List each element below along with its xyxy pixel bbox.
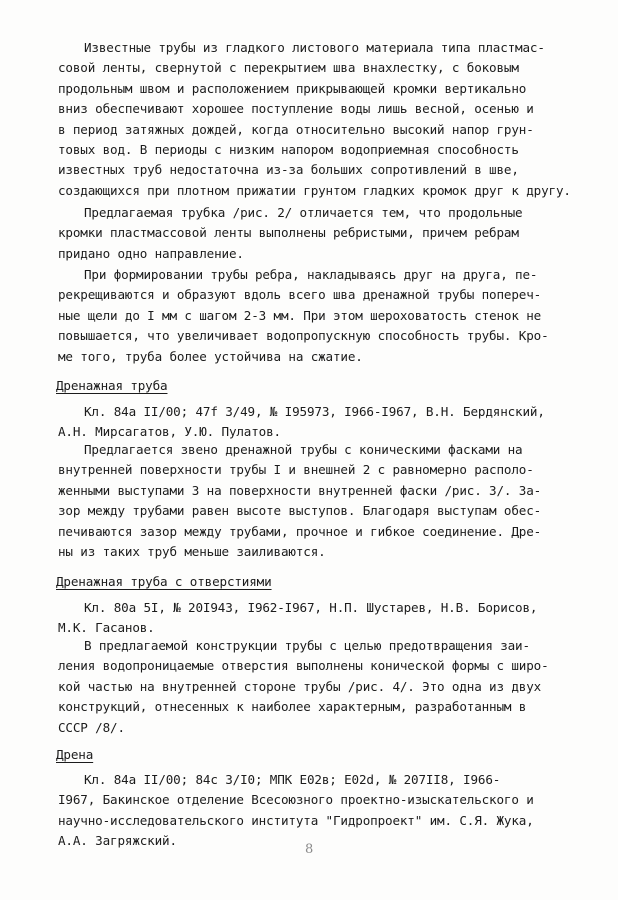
text-line: Предлагаемая трубка /рис. 2/ отличается тем, что продольные	[84, 205, 523, 220]
text-line: М.К. Гасанов.	[58, 620, 155, 636]
section-citation	[58, 598, 588, 639]
text-line: При формировании трубы ребра, накладываясь друг на друга, пе-	[84, 267, 538, 282]
page-number: 8	[304, 842, 314, 857]
section-body	[58, 636, 588, 738]
paragraph-intro	[58, 38, 588, 201]
text-line: вниз обеспечивают хорошее поступление воды лишь весной, осенью и	[58, 101, 534, 117]
text-line: известных труб недостаточна из-за больших сопротивлений в шве,	[58, 162, 519, 178]
text-line: Кл. 84а II/00; 47f 3/49, № I95973, I966-I967, В.Н. Бердянский,	[84, 404, 545, 419]
text-line: повышается, что увеличивает водопропускную способность трубы. Кро-	[58, 328, 549, 344]
text-line: В предлагаемой конструкции трубы с целью предотвращения заи-	[84, 638, 530, 653]
section-citation	[58, 770, 588, 852]
text-line: ме того, труба более устойчива на сжатие.	[58, 348, 363, 364]
text-line: печиваются зазор между трубами, прочное и гибкое соединение. Дре-	[58, 523, 542, 539]
section-heading: Дренажная труба с отверстиями	[56, 574, 272, 589]
text-line: Известные трубы из гладкого листового материала типа пластмас-	[84, 40, 545, 55]
text-line: ления водопроницаемые отверстия выполнены конической формы с широ-	[58, 658, 549, 674]
section-heading: Дренажная труба	[56, 378, 168, 393]
text-line: продольным швом и расположением прикрывающей кромки вертикально	[58, 80, 527, 96]
paragraph-proposed-tube	[58, 203, 588, 264]
section-heading: Дрена	[56, 747, 94, 762]
text-line: зор между трубами равен высоте выступов. Благодаря выступам обес-	[58, 503, 542, 519]
text-line: I967, Бакинское отделение Всесоюзного проектно-изыскательского и	[58, 792, 534, 808]
paragraph-forming	[58, 265, 588, 367]
section-body	[58, 440, 588, 562]
text-line: Кл. 84а II/00; 84с 3/I0; МПК Е02в; Е02d, № 207II8, I966-	[84, 772, 501, 787]
text-line: ны из таких труб меньше заиливаются.	[58, 543, 326, 559]
text-line: товых вод. В периоды с низким напором водоприемная способность	[58, 141, 519, 157]
text-line: придано одно направление.	[58, 245, 244, 261]
text-line: конструкций, отнесенных к наиболее характерным, разработанным в	[58, 699, 527, 715]
text-line: А.А. Загряжский.	[58, 833, 177, 849]
text-line: кой частью на внутренней стороне трубы /рис. 4/. Это одна из двух	[58, 678, 542, 694]
text-line: Предлагается звено дренажной трубы с коническими фасками на	[84, 442, 523, 457]
text-line: создающихся при плотном прижатии грунтом гладких кромок друг к другу.	[58, 182, 571, 198]
text-line: в период затяжных дождей, когда относительно высокий напор грун-	[58, 121, 534, 137]
text-line: СССР /8/.	[58, 719, 125, 735]
text-line: женными выступами 3 на поверхности внутренней фаски /рис. 3/. За-	[58, 482, 542, 498]
text-line: рекрещиваются и образуют вдоль всего шва дренажной трубы попереч-	[58, 287, 542, 303]
text-line: кромки пластмассовой ленты выполнены ребристыми, причем ребрам	[58, 225, 519, 241]
section-citation	[58, 402, 588, 443]
text-line: ные щели до I мм с шагом 2-3 мм. При этом шероховатость стенок не	[58, 307, 542, 323]
text-line: Кл. 80а 5I, № 20I943, I962-I967, Н.П. Шустарев, Н.В. Борисов,	[84, 600, 538, 615]
text-line: А.Н. Мирсагатов, У.Ю. Пулатов.	[58, 424, 281, 440]
text-line: совой ленты, свернутой с перекрытием шва внахлестку, с боковым	[58, 60, 519, 76]
text-line: научно-исследовательского института "Гидропроект" им. С.Я. Жука,	[58, 812, 534, 828]
text-line: внутренней поверхности трубы I и внешней 2 с равномерно располо-	[58, 462, 534, 478]
